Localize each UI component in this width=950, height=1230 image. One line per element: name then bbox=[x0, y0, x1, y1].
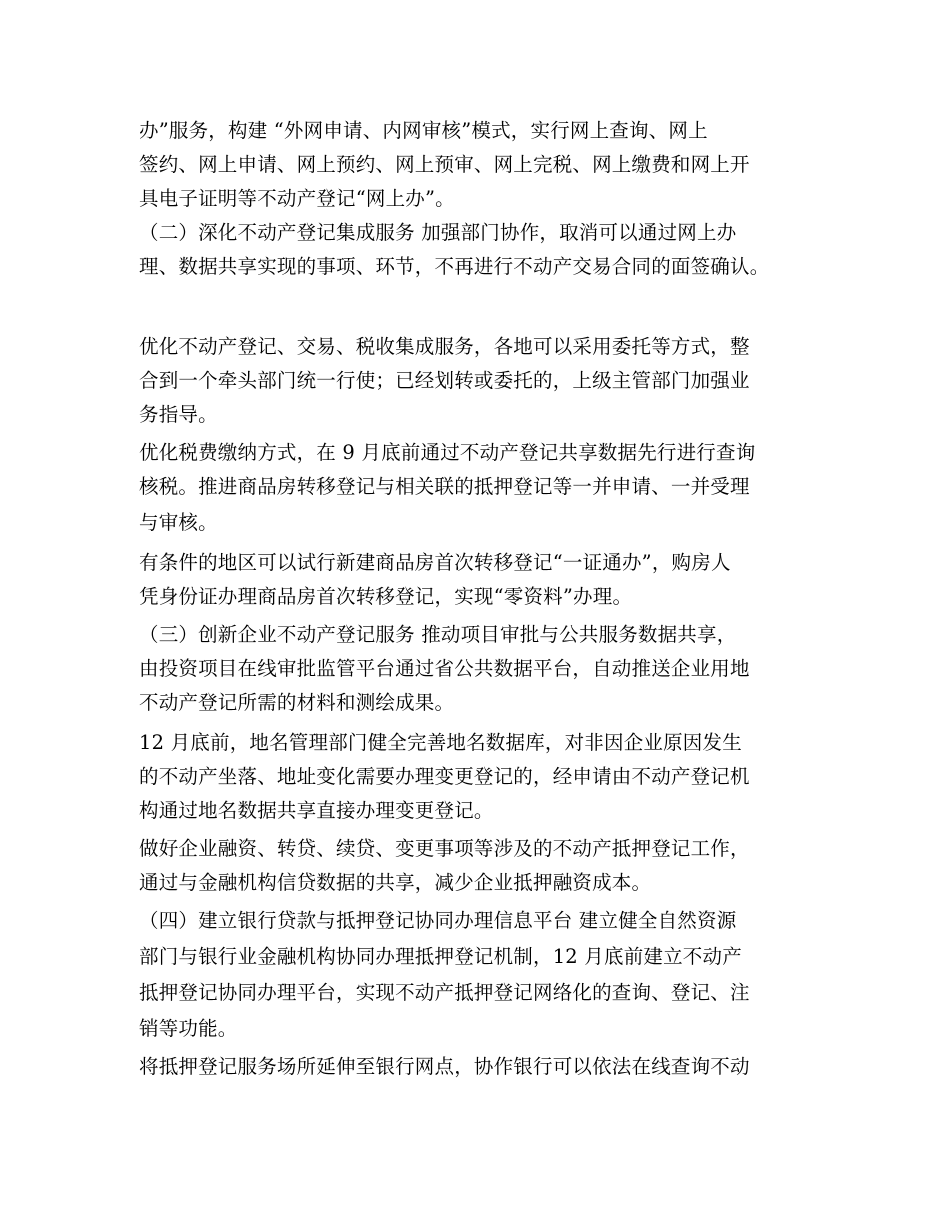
text-line: 不动产登记所需的材料和测绘成果。 bbox=[139, 691, 455, 714]
text-line: 有条件的地区可以试行新建商品房首次转移登记“一证通办”，购房人 bbox=[139, 551, 731, 574]
text-line: 办”服务，构建 “外网申请、内网审核”模式，实行网上查询、网上 bbox=[139, 119, 708, 142]
text-line: 的不动产坐落、地址变化需要办理变更登记的，经申请由不动产登记机 bbox=[139, 765, 750, 788]
text-line: 做好企业融资、转贷、续贷、变更事项等涉及的不动产抵押登记工作， bbox=[139, 837, 750, 860]
section-heading-line: （四）建立银行贷款与抵押登记协同办理信息平台 建立健全自然资源 bbox=[139, 909, 737, 932]
text-line: 合到一个牵头部门统一行使；已经划转或委托的，上级主管部门加强业 bbox=[139, 369, 750, 392]
text-line: 优化不动产登记、交易、税收集成服务，各地可以采用委托等方式，整 bbox=[139, 335, 750, 358]
text-line: 销等功能。 bbox=[139, 1017, 238, 1040]
text-line: 构通过地名数据共享直接办理变更登记。 bbox=[139, 799, 494, 822]
text-line: 由投资项目在线审批监管平台通过省公共数据平台，自动推送企业用地 bbox=[139, 657, 750, 680]
text-line: 签约、网上申请、网上预约、网上预审、网上完税、网上缴费和网上开 bbox=[139, 153, 750, 176]
text-line: 与审核。 bbox=[139, 511, 218, 534]
text-line: 抵押登记协同办理平台，实现不动产抵押登记网络化的查询、登记、注 bbox=[139, 981, 750, 1004]
section-heading-line: （三）创新企业不动产登记服务 推动项目审批与公共服务数据共享， bbox=[139, 623, 737, 646]
text-line: 将抵押登记服务场所延伸至银行网点，协作银行可以依法在线查询不动 bbox=[139, 1055, 750, 1078]
text-line: 务指导。 bbox=[139, 403, 218, 426]
text-line: 12 月底前，地名管理部门健全完善地名数据库，对非因企业原因发生 bbox=[139, 731, 742, 754]
text-line: 部门与银行业金融机构协同办理抵押登记机制，12 月底前建立不动产 bbox=[139, 945, 742, 968]
text-line: 理、数据共享实现的事项、环节，不再进行不动产交易合同的面签确认。 bbox=[139, 255, 770, 278]
text-line: 具电子证明等不动产登记“网上办”。 bbox=[139, 187, 455, 210]
section-heading-line: （二）深化不动产登记集成服务 加强部门协作，取消可以通过网上办 bbox=[139, 221, 737, 244]
text-line: 优化税费缴纳方式，在 9 月底前通过不动产登记共享数据先行进行查询 bbox=[139, 441, 756, 464]
text-line: 核税。推进商品房转移登记与相关联的抵押登记等一并申请、一并受理 bbox=[139, 475, 750, 498]
text-line: 凭身份证办理商品房首次转移登记，实现“零资料”办理。 bbox=[139, 585, 633, 608]
text-line: 通过与金融机构信贷数据的共享，减少企业抵押融资成本。 bbox=[139, 871, 652, 894]
